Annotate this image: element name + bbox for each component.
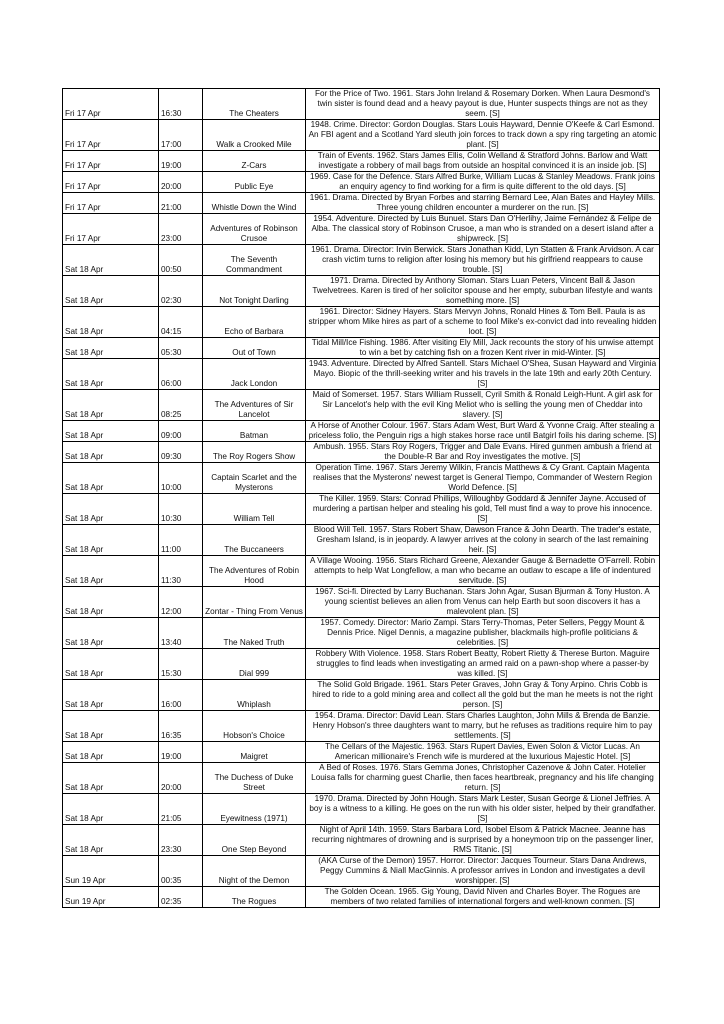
description-cell: 1943. Adventure. Directed by Alfred Santell. Stars Michael O'Shea, Susan Hayward and Virginia Mayo. Biopic of the thrill-seeking writer and his travels in the late 19th and early 20th Century. [S] xyxy=(306,359,660,390)
table-row xyxy=(63,680,660,711)
time-cell: 04:15 xyxy=(159,307,203,338)
description-cell: (AKA Curse of the Demon) 1957. Horror. Director: Jacques Tourneur. Stars Dana Andrews, Peggy Cummins & Niall MacGinnis. A professor arrives in London and investigates a devil worshipper. [S] xyxy=(306,856,660,887)
title-cell: Walk a Crooked Mile xyxy=(203,120,306,151)
title-cell: Hobson's Choice xyxy=(203,711,306,742)
table-row xyxy=(63,825,660,856)
description-cell: Robbery With Violence. 1958. Stars Robert Beatty, Robert Rietty & Therese Burton. Maguire struggles to find leads when investigating an armed raid on a pawn-shop where a passer-by was killed. [S] xyxy=(306,649,660,680)
description-cell: Blood Will Tell. 1957. Stars Robert Shaw, Dawson France & John Dearth. The trader's estate, Gresham Island, is in jeopardy. A lawyer arrives at the colony in search of the last remaining heir. [S] xyxy=(306,525,660,556)
title-cell: Whistle Down the Wind xyxy=(203,193,306,214)
table-row xyxy=(63,442,660,463)
date-cell: Sat 18 Apr xyxy=(63,494,159,525)
time-cell: 05:30 xyxy=(159,338,203,359)
title-cell: The Naked Truth xyxy=(203,618,306,649)
description-cell: For the Price of Two. 1961. Stars John Ireland & Rosemary Dorken. When Laura Desmond's twin sister is found dead and a heavy payout is due, Hunter suspects things are not as they seem. [S] xyxy=(306,89,660,120)
description-cell: Train of Events. 1962. Stars James Ellis, Colin Welland & Stratford Johns. Barlow and Watt investigate a robbery of mail bags from outside an hospital convinced it is an inside job. [S] xyxy=(306,151,660,172)
date-cell: Sat 18 Apr xyxy=(63,618,159,649)
time-cell: 16:30 xyxy=(159,89,203,120)
title-cell: Adventures of Robinson Crusoe xyxy=(203,214,306,245)
table-row xyxy=(63,421,660,442)
title-cell: Night of the Demon xyxy=(203,856,306,887)
date-cell: Fri 17 Apr xyxy=(63,193,159,214)
date-cell: Fri 17 Apr xyxy=(63,172,159,193)
table-row xyxy=(63,649,660,680)
date-cell: Sat 18 Apr xyxy=(63,794,159,825)
description-cell: The Cellars of the Majestic. 1963. Stars Rupert Davies, Ewen Solon & Victor Lucas. An American millionaire's French wife is murdered at the luxurious Majestic Hotel. [S] xyxy=(306,742,660,763)
date-cell: Sat 18 Apr xyxy=(63,763,159,794)
description-cell: 1967. Sci-fi. Directed by Larry Buchanan. Stars John Agar, Susan Bjurman & Tony Huston. A young scientist believes an alien from Venus can help Earth but soon discovers it has a malevolent plan. [S] xyxy=(306,587,660,618)
time-cell: 11:00 xyxy=(159,525,203,556)
description-cell: The Golden Ocean. 1965. Gig Young, David Niven and Charles Boyer. The Rogues are members of two related families of international forgers and well-known conmen. [S] xyxy=(306,887,660,908)
time-cell: 20:00 xyxy=(159,763,203,794)
title-cell: Maigret xyxy=(203,742,306,763)
date-cell: Sat 18 Apr xyxy=(63,442,159,463)
date-cell: Sat 18 Apr xyxy=(63,556,159,587)
time-cell: 17:00 xyxy=(159,120,203,151)
table-row xyxy=(63,794,660,825)
title-cell: Zontar - Thing From Venus xyxy=(203,587,306,618)
title-cell: Z-Cars xyxy=(203,151,306,172)
description-cell: 1971. Drama. Directed by Anthony Sloman. Stars Luan Peters, Vincent Ball & Jason Twelvetrees. Karen is tired of her solicitor spouse and her empty, suburban lifestyle and wants something more. [S] xyxy=(306,276,660,307)
table-row xyxy=(63,120,660,151)
table-row xyxy=(63,463,660,494)
time-cell: 06:00 xyxy=(159,359,203,390)
title-cell: The Buccaneers xyxy=(203,525,306,556)
date-cell: Sat 18 Apr xyxy=(63,421,159,442)
date-cell: Fri 17 Apr xyxy=(63,214,159,245)
table-row xyxy=(63,556,660,587)
table-row xyxy=(63,359,660,390)
date-cell: Sat 18 Apr xyxy=(63,463,159,494)
description-cell: 1948. Crime. Director: Gordon Douglas. Stars Louis Hayward, Dennie O'Keefe & Carl Esmond. An FBI agent and a Scotland Yard sleuth join forces to track down a spy ring targeting an atomic plant. [S] xyxy=(306,120,660,151)
description-cell: 1969. Case for the Defence. Stars Alfred Burke, William Lucas & Stanley Meadows. Frank joins an enquiry agency to find working for a firm is quite different to the old days. [S] xyxy=(306,172,660,193)
table-row xyxy=(63,338,660,359)
title-cell: Not Tonight Darling xyxy=(203,276,306,307)
date-cell: Sat 18 Apr xyxy=(63,711,159,742)
description-cell: A Bed of Roses. 1976. Stars Gemma Jones, Christopher Cazenove & John Cater. Hotelier Louisa falls for charming guest Charlie, then faces heartbreak, pregnancy and his life changing return. [S] xyxy=(306,763,660,794)
description-cell: 1961. Drama. Directed by Bryan Forbes and starring Bernard Lee, Alan Bates and Hayley Mills. Three young children encounter a murderer on the run. [S] xyxy=(306,193,660,214)
table-row xyxy=(63,587,660,618)
time-cell: 02:35 xyxy=(159,887,203,908)
description-cell: The Solid Gold Brigade. 1961. Stars Peter Graves, John Gray & Tony Arpino. Chris Cobb is hired to ride to a gold mining area and collect all the gold but the man he meets is not the right person. [S] xyxy=(306,680,660,711)
date-cell: Sat 18 Apr xyxy=(63,680,159,711)
table-row xyxy=(63,307,660,338)
time-cell: 00:35 xyxy=(159,856,203,887)
title-cell: Out of Town xyxy=(203,338,306,359)
time-cell: 21:00 xyxy=(159,193,203,214)
table-row xyxy=(63,214,660,245)
time-cell: 09:30 xyxy=(159,442,203,463)
table-row xyxy=(63,887,660,908)
table-row xyxy=(63,618,660,649)
time-cell: 13:40 xyxy=(159,618,203,649)
description-cell: 1961. Director: Sidney Hayers. Stars Mervyn Johns, Ronald Hines & Tom Bell. Paula is as stripper whom Mike hires as part of a scheme to fool Mike's ex-convict dad into revealing hidden loot. [S] xyxy=(306,307,660,338)
table-row xyxy=(63,742,660,763)
schedule-table xyxy=(62,88,660,908)
title-cell: Captain Scarlet and the Mysterons xyxy=(203,463,306,494)
description-cell: Operation Time. 1967. Stars Jeremy Wilkin, Francis Matthews & Cy Grant. Captain Magenta realises that the Mysterons' newest target is General Tiempo, Commander of Western Region World Defence. [S] xyxy=(306,463,660,494)
date-cell: Sat 18 Apr xyxy=(63,742,159,763)
table-row xyxy=(63,390,660,421)
time-cell: 23:30 xyxy=(159,825,203,856)
date-cell: Sat 18 Apr xyxy=(63,390,159,421)
table-row xyxy=(63,245,660,276)
date-cell: Sun 19 Apr xyxy=(63,887,159,908)
description-cell: 1970. Drama. Directed by John Hough. Stars Mark Lester, Susan George & Lionel Jeffries. A boy is a witness to a killing. He goes on the run with his older sister, helped by their grandfather. [S] xyxy=(306,794,660,825)
table-row xyxy=(63,151,660,172)
description-cell: 1957. Comedy. Director: Mario Zampi. Stars Terry-Thomas, Peter Sellers, Peggy Mount & Dennis Price. Nigel Dennis, a magazine publisher, blackmails high-profile politicians & celebrities. [S] xyxy=(306,618,660,649)
time-cell: 10:00 xyxy=(159,463,203,494)
time-cell: 09:00 xyxy=(159,421,203,442)
table-row xyxy=(63,494,660,525)
title-cell: Jack London xyxy=(203,359,306,390)
description-cell: Ambush. 1955. Stars Roy Rogers, Trigger and Dale Evans. Hired gunmen ambush a friend at the Double-R Bar and Roy investigates the motive. [S] xyxy=(306,442,660,463)
table-row xyxy=(63,856,660,887)
title-cell: The Adventures of Robin Hood xyxy=(203,556,306,587)
table-row xyxy=(63,172,660,193)
date-cell: Sat 18 Apr xyxy=(63,825,159,856)
date-cell: Sat 18 Apr xyxy=(63,245,159,276)
description-cell: Night of April 14th. 1959. Stars Barbara Lord, Isobel Elsom & Patrick Macnee. Jeanne has recurring nightmares of drowning and is surprised by a honeymoon trip on the passenger liner, RMS Titanic. [S] xyxy=(306,825,660,856)
date-cell: Sun 19 Apr xyxy=(63,856,159,887)
time-cell: 23:00 xyxy=(159,214,203,245)
date-cell: Fri 17 Apr xyxy=(63,120,159,151)
title-cell: The Duchess of Duke Street xyxy=(203,763,306,794)
time-cell: 19:00 xyxy=(159,742,203,763)
title-cell: Batman xyxy=(203,421,306,442)
date-cell: Fri 17 Apr xyxy=(63,151,159,172)
date-cell: Fri 17 Apr xyxy=(63,89,159,120)
title-cell: William Tell xyxy=(203,494,306,525)
date-cell: Sat 18 Apr xyxy=(63,276,159,307)
date-cell: Sat 18 Apr xyxy=(63,649,159,680)
description-cell: 1961. Drama. Director: Irvin Berwick. Stars Jonathan Kidd, Lyn Statten & Frank Arvidson. A car crash victim turns to religion after losing his memory but his girlfriend reappears to cause trouble. [S] xyxy=(306,245,660,276)
title-cell: Echo of Barbara xyxy=(203,307,306,338)
title-cell: The Roy Rogers Show xyxy=(203,442,306,463)
time-cell: 11:30 xyxy=(159,556,203,587)
table-row xyxy=(63,525,660,556)
time-cell: 21:05 xyxy=(159,794,203,825)
date-cell: Sat 18 Apr xyxy=(63,359,159,390)
date-cell: Sat 18 Apr xyxy=(63,307,159,338)
schedule-body xyxy=(63,89,660,908)
table-row xyxy=(63,193,660,214)
title-cell: Whiplash xyxy=(203,680,306,711)
time-cell: 02:30 xyxy=(159,276,203,307)
time-cell: 00:50 xyxy=(159,245,203,276)
description-cell: Maid of Somerset. 1957. Stars William Russell, Cyril Smith & Ronald Leigh-Hunt. A girl ask for Sir Lancelot's help with the evil King Meliot who is selling the young men of Cheddar into slavery. [S] xyxy=(306,390,660,421)
title-cell: The Rogues xyxy=(203,887,306,908)
title-cell: The Cheaters xyxy=(203,89,306,120)
title-cell: Public Eye xyxy=(203,172,306,193)
time-cell: 20:00 xyxy=(159,172,203,193)
description-cell: 1954. Adventure. Directed by Luis Bunuel. Stars Dan O'Herlihy, Jaime Fernández & Felipe de Alba. The classical story of Robinson Crusoe, a man who is stranded on a desert island after a shipwreck. [S] xyxy=(306,214,660,245)
time-cell: 08:25 xyxy=(159,390,203,421)
description-cell: A Horse of Another Colour. 1967. Stars Adam West, Burt Ward & Yvonne Craig. After stealing a priceless folio, the Penguin rigs a high stakes horse race until Batgirl foils his daring scheme. [S] xyxy=(306,421,660,442)
title-cell: Dial 999 xyxy=(203,649,306,680)
description-cell: 1954. Drama. Director: David Lean. Stars Charles Laughton, John Mills & Brenda de Banzie. Henry Hobson's three daughters want to marry, but he refuses as traditions require him to pay settlements. [S] xyxy=(306,711,660,742)
table-row xyxy=(63,89,660,120)
time-cell: 12:00 xyxy=(159,587,203,618)
time-cell: 19:00 xyxy=(159,151,203,172)
time-cell: 15:30 xyxy=(159,649,203,680)
description-cell: The Killer. 1959. Stars: Conrad Phillips, Willoughby Goddard & Jennifer Jayne. Accused of murdering a partisan helper and stealing his gold, Tell must find a way to prove his innocence. [S] xyxy=(306,494,660,525)
date-cell: Sat 18 Apr xyxy=(63,338,159,359)
time-cell: 16:35 xyxy=(159,711,203,742)
time-cell: 10:30 xyxy=(159,494,203,525)
table-row xyxy=(63,711,660,742)
table-row xyxy=(63,763,660,794)
title-cell: The Adventures of Sir Lancelot xyxy=(203,390,306,421)
description-cell: Tidal Mill/Ice Fishing. 1986. After visiting Ely Mill, Jack recounts the story of his unwise attempt to win a bet by catching fish on a frozen Kent river in mid-Winter. [S] xyxy=(306,338,660,359)
date-cell: Sat 18 Apr xyxy=(63,587,159,618)
time-cell: 16:00 xyxy=(159,680,203,711)
table-row xyxy=(63,276,660,307)
date-cell: Sat 18 Apr xyxy=(63,525,159,556)
title-cell: The Seventh Commandment xyxy=(203,245,306,276)
title-cell: Eyewitness (1971) xyxy=(203,794,306,825)
title-cell: One Step Beyond xyxy=(203,825,306,856)
description-cell: A Village Wooing. 1956. Stars Richard Greene, Alexander Gauge & Bernadette O'Farrell. Robin attempts to help Wat Longfellow, a man who became an outlaw to escape a life of indentured servitude. [S] xyxy=(306,556,660,587)
